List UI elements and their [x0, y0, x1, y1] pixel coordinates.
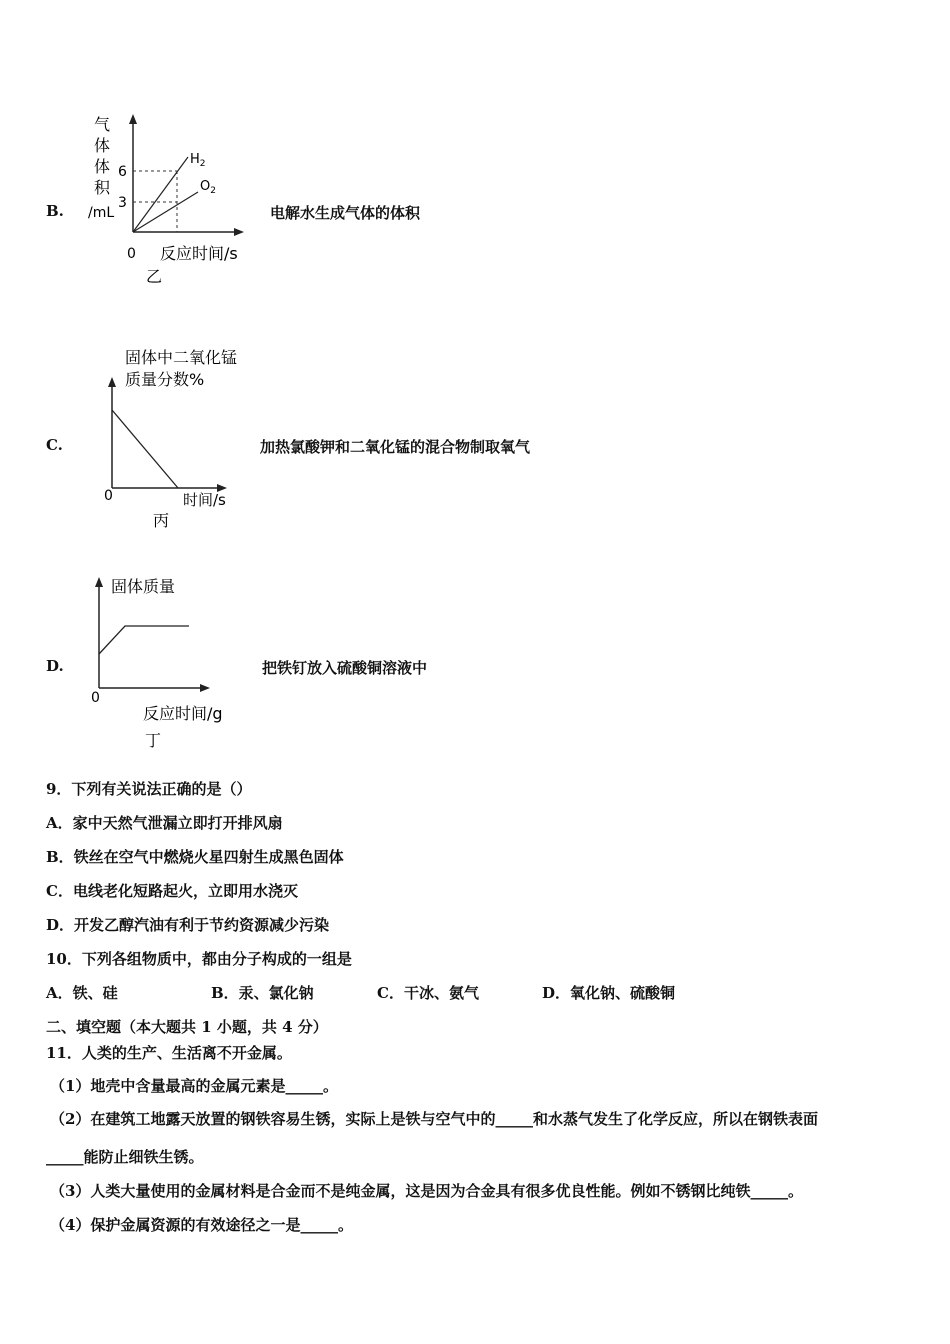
graph-d-ylabel: 固体质量	[111, 577, 176, 596]
q11-stem: 11．人类的生产、生活离不开金属。	[46, 1044, 292, 1062]
option-d-caption: 把铁钉放入硫酸铜溶液中	[262, 659, 428, 677]
graph-d-tag: 丁	[145, 731, 162, 750]
graph-c-series-line	[112, 410, 178, 488]
graph-c-y-arrow	[108, 377, 116, 387]
q11-part-4: （4）保护金属资源的有效途径之一是_____。	[50, 1216, 353, 1234]
graph-c-ylabel-2: 质量分数%	[125, 370, 205, 389]
option-d-label: D.	[46, 657, 64, 675]
graph-b-ylabel-char: 体	[94, 157, 111, 176]
graph-b-ylabel-char: 积	[94, 178, 111, 197]
graph-b-tick-3: 3	[118, 195, 127, 211]
graph-b-o2-line	[133, 192, 198, 232]
option-c-label: C.	[46, 436, 63, 454]
q11-part-2a: （2）在建筑工地露天放置的钢铁容易生锈，实际上是铁与空气中的_____和水蒸气发生了化学反应，所以在钢铁表面	[50, 1110, 818, 1128]
graph-c-ylabel-1: 固体中二氧化锰	[125, 348, 238, 367]
q11-part-3: （3）人类大量使用的金属材料是合金而不是纯金属，这是因为合金具有很多优良性能。例如不锈钢比纯铁_____。	[50, 1182, 803, 1200]
graph-d-xlabel: 反应时间/g	[143, 704, 223, 723]
q9-option-a: A．家中天然气泄漏立即打开排风扇	[46, 814, 283, 832]
graph-b-xlabel: 反应时间/s	[160, 244, 238, 263]
graph-d-series-line	[99, 626, 189, 654]
q10-stem: 10．下列各组物质中，都由分子构成的一组是	[46, 950, 352, 968]
graph-b-h2-label: $H_2$	[190, 152, 206, 169]
graph-c	[95, 340, 275, 540]
section-2-heading: 二、填空题（本大题共 1 小题，共 4 分）	[46, 1018, 328, 1036]
graph-b-yunit: /mL	[88, 205, 115, 221]
graph-b-y-arrow	[129, 114, 137, 124]
q9-option-b: B．铁丝在空气中燃烧火星四射生成黑色固体	[46, 848, 344, 866]
q10-option-c: C．干冰、氨气	[377, 984, 479, 1002]
graph-b-tag: 乙	[146, 267, 163, 286]
q9-option-d: D．开发乙醇汽油有利于节约资源减少污染	[46, 916, 330, 934]
graph-d	[85, 570, 245, 755]
graph-b	[80, 110, 280, 290]
graph-d-y-arrow	[95, 577, 103, 587]
graph-b-origin: 0	[127, 246, 136, 262]
graph-d-origin: 0	[91, 690, 100, 706]
q11-part-1: （1）地壳中含量最高的金属元素是_____。	[50, 1077, 338, 1095]
graph-c-origin: 0	[104, 488, 113, 504]
graph-b-h2-line	[133, 157, 188, 232]
graph-b-tick-6: 6	[118, 164, 127, 180]
graph-b-x-arrow	[234, 228, 244, 236]
graph-b-ylabel-char: 体	[94, 136, 111, 155]
q11-part-2b: _____能防止细铁生锈。	[46, 1148, 204, 1166]
option-c-caption: 加热氯酸钾和二氧化锰的混合物制取氧气	[260, 438, 531, 456]
graph-b-o2-label: $O_2$	[200, 179, 216, 196]
graph-d-x-arrow	[200, 684, 210, 692]
graph-c-xlabel: 时间/s	[183, 491, 226, 509]
q10-option-d: D．氧化钠、硫酸铜	[542, 984, 676, 1002]
graph-c-tag: 丙	[153, 511, 170, 530]
q9-option-c: C．电线老化短路起火，立即用水浇灭	[46, 882, 298, 900]
option-b-caption: 电解水生成气体的体积	[270, 204, 421, 222]
graph-b-ylabel-char: 气	[94, 115, 111, 134]
option-b-label: B.	[46, 202, 64, 220]
q9-stem: 9．下列有关说法正确的是（）	[46, 780, 252, 798]
q10-option-a: A．铁、硅	[46, 984, 118, 1002]
q10-option-b: B．汞、氯化钠	[211, 984, 314, 1002]
